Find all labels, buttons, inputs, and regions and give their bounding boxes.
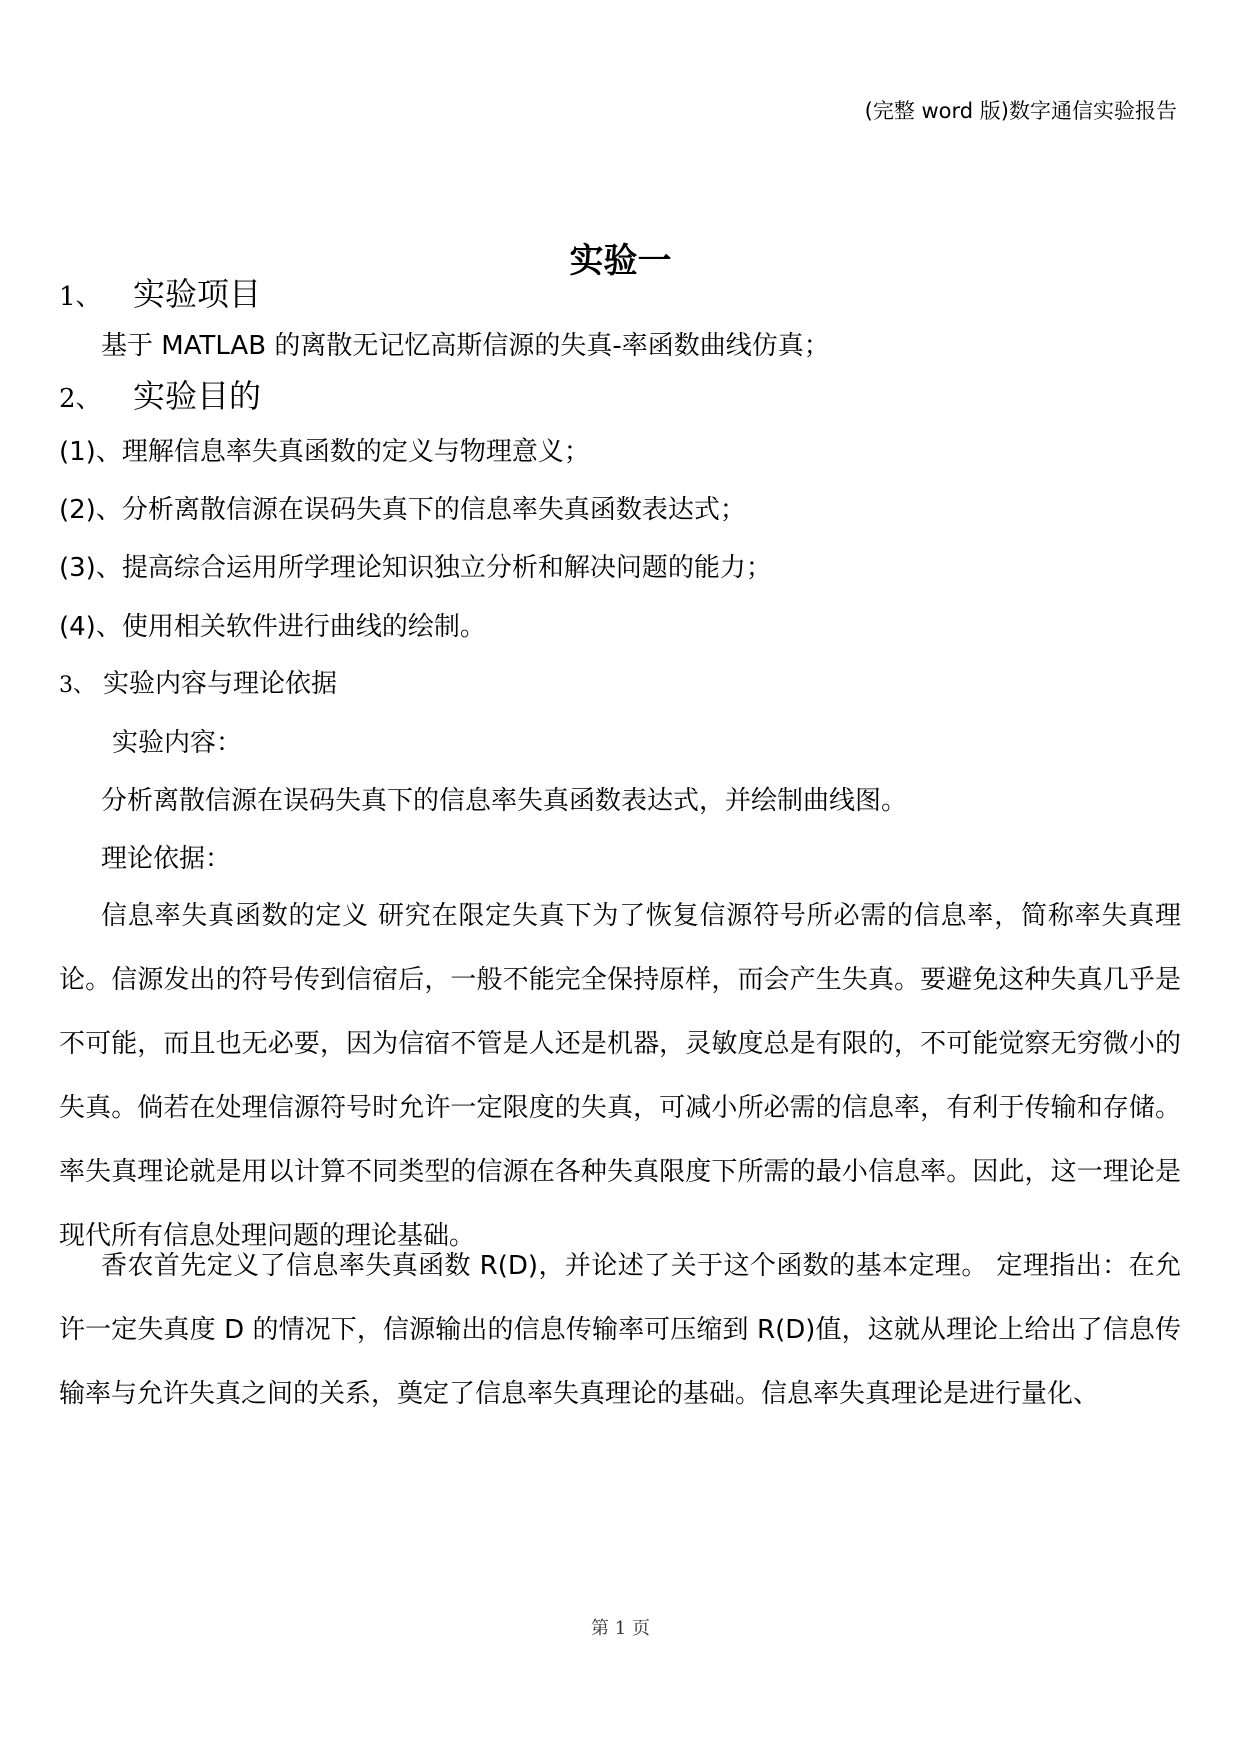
section-2-heading	[59, 374, 261, 421]
section-3-title: 实验内容与理论依据	[103, 669, 338, 699]
section-3-heading	[59, 666, 337, 704]
section-3-number: 3、	[59, 673, 95, 698]
section-1-heading	[59, 272, 261, 319]
page-number: 第 1 页	[591, 1618, 650, 1639]
objective-item-4: (4)、使用相关软件进行曲线的绘制。	[59, 612, 486, 642]
section-1-content: 基于 MATLAB 的离散无记忆高斯信源的失真-率函数曲线仿真；	[101, 331, 830, 361]
section-2-number: 2、	[59, 384, 102, 414]
section-1-title: 实验项目	[133, 275, 262, 313]
section-2-title: 实验目的	[133, 377, 262, 415]
section-1-number: 1、	[59, 282, 102, 312]
running-header: (完整 word 版)数字通信实验报告	[864, 99, 1177, 123]
content-label: 实验内容：	[112, 728, 243, 758]
theory-paragraph-2: 香农首先定义了信息率失真函数 R(D)，并论述了关于这个函数的基本定理。 定理指出：在允许一定失真度 D 的情况下，信源输出的信息传输率可压缩到 R(D)值，这就从理论上给出了信息传输率与允许失真之间的关系，奠定了信息率失真理论的基础。信息率失真理论是进行量化、	[59, 1251, 1181, 1409]
objective-item-1: (1)、理解信息率失真函数的定义与物理意义；	[59, 437, 590, 467]
page-title: 实验一	[569, 241, 672, 281]
objective-item-3: (3)、提高综合运用所学理论知识独立分析和解决问题的能力；	[59, 553, 772, 583]
theory-paragraph-1: 信息率失真函数的定义 研究在限定失真下为了恢复信源符号所必需的信息率，简称率失真理论。信源发出的符号传到信宿后，一般不能完全保持原样，而会产生失真。要避免这种失真几乎是不可能，而且也无必要，因为信宿不管是人还是机器，灵敏度总是有限的，不可能觉察无穷微小的失真。倘若在处理信源符号时允许一定限度的失真，可减小所必需的信息率，有利于传输和存储。率失真理论就是用以计算不同类型的信源在各种失真限度下所需的最小信息率。因此，这一理论是现代所有信息处理问题的理论基础。	[59, 901, 1181, 1251]
theory-label: 理论依据：	[101, 844, 232, 874]
content-text: 分析离散信源在误码失真下的信息率失真函数表达式，并绘制曲线图。	[101, 786, 908, 816]
objective-item-2: (2)、分析离散信源在误码失真下的信息率失真函数表达式；	[59, 495, 746, 525]
